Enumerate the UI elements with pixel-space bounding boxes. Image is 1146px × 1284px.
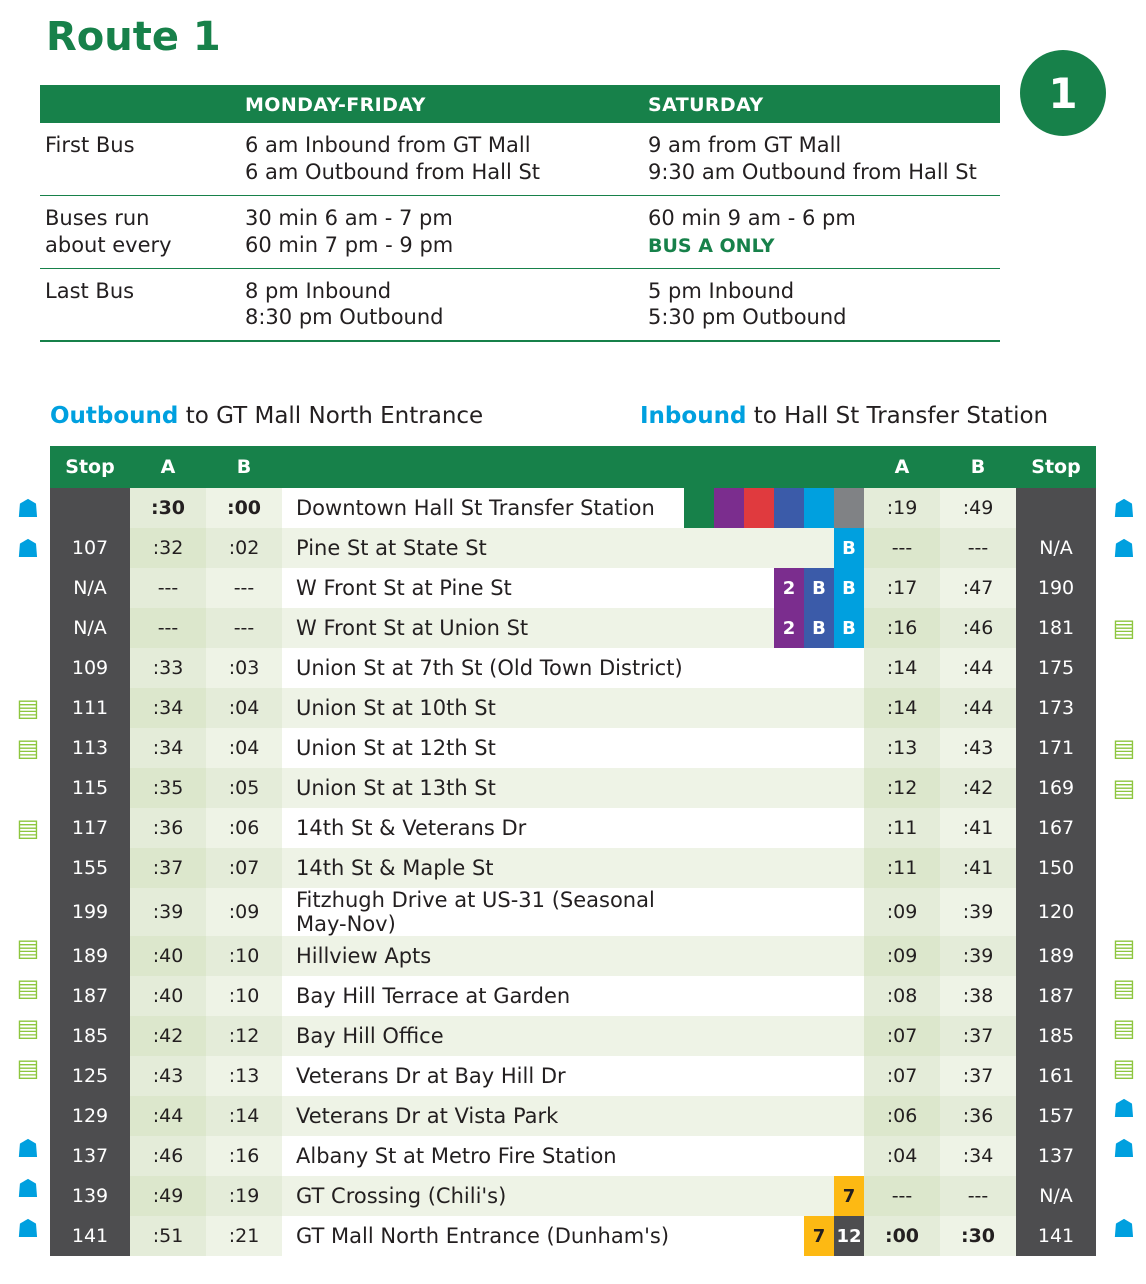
connection-chip: 7 [834, 1176, 864, 1216]
time-b-inbound: :43 [940, 728, 1016, 768]
stop-name: Bay Hill Office [282, 1016, 684, 1056]
connection-chip: 2 [774, 568, 804, 608]
amenity-cell [8, 688, 48, 728]
table-row [50, 728, 1096, 768]
stop-id-outbound: 125 [50, 1056, 130, 1096]
time-b-inbound: :39 [940, 888, 1016, 936]
connection-chips [684, 688, 864, 728]
time-b-outbound: --- [206, 568, 282, 608]
stop-id-inbound: 137 [1016, 1136, 1096, 1176]
outbound-direction-label [50, 403, 483, 429]
time-b-outbound: :03 [206, 648, 282, 688]
connection-chip: B [834, 608, 864, 648]
time-a-outbound: :37 [130, 848, 206, 888]
stop-id-inbound: 187 [1016, 976, 1096, 1016]
amenity-cell [8, 1048, 48, 1088]
connection-chips [684, 648, 864, 688]
connection-chips [684, 1056, 864, 1096]
connection-chips [684, 768, 864, 808]
header-stop-name [282, 446, 684, 488]
stop-name: Fitzhugh Drive at US-31 (Seasonal May-Nov) [282, 888, 684, 936]
connection-chip [774, 488, 804, 528]
amenity-cell [1104, 928, 1144, 968]
connection-chips [684, 808, 864, 848]
time-a-outbound: :46 [130, 1136, 206, 1176]
right-amenity-icons [1104, 446, 1144, 1248]
line2: 8:30 pm Outbound [245, 305, 444, 330]
stop-id-inbound: 169 [1016, 768, 1096, 808]
header-a-left: A [130, 446, 206, 488]
stop-name: Union St at 7th St (Old Town District) [282, 648, 684, 688]
amenity-cell [1104, 848, 1144, 888]
header-b-left: B [206, 446, 282, 488]
bus-a-only-note: BUS A ONLY [648, 234, 775, 257]
time-a-outbound: :40 [130, 936, 206, 976]
stop-id-outbound: 155 [50, 848, 130, 888]
time-a-inbound: :06 [864, 1096, 940, 1136]
time-a-inbound: :16 [864, 608, 940, 648]
time-b-outbound: :05 [206, 768, 282, 808]
stop-name: Hillview Apts [282, 936, 684, 976]
stop-id-outbound: 185 [50, 1016, 130, 1056]
amenity-cell [8, 528, 48, 568]
shelter-icon: ☗ [16, 1213, 40, 1243]
amenity-cell [1104, 568, 1144, 608]
bench-icon: ▤ [1112, 734, 1136, 762]
time-a-inbound: :11 [864, 848, 940, 888]
inbound-destination: to Hall St Transfer Station [746, 403, 1049, 429]
time-a-inbound: :00 [864, 1216, 940, 1256]
header-b-right: B [940, 446, 1016, 488]
amenity-cell [1104, 1128, 1144, 1168]
amenity-cell [1104, 1168, 1144, 1208]
stop-id-inbound [1016, 488, 1096, 528]
shelter-icon: ☗ [1112, 1093, 1136, 1123]
time-a-inbound: :19 [864, 488, 940, 528]
connection-chip: 12 [834, 1216, 864, 1256]
time-b-inbound: :41 [940, 808, 1016, 848]
table-row [50, 1016, 1096, 1056]
connection-chip: B [804, 608, 834, 648]
summary-header [40, 85, 1000, 123]
summary-header-saturday: SATURDAY [648, 94, 764, 116]
amenity-cell [8, 1168, 48, 1208]
time-b-outbound: :02 [206, 528, 282, 568]
connection-chip [744, 488, 774, 528]
connection-chips [684, 1096, 864, 1136]
time-a-inbound: :12 [864, 768, 940, 808]
stop-id-outbound: N/A [50, 568, 130, 608]
stop-name: Union St at 12th St [282, 728, 684, 768]
line2: 60 min 7 pm - 9 pm [245, 232, 454, 257]
time-a-outbound: :36 [130, 808, 206, 848]
line1: 9 am from GT Mall [648, 133, 842, 157]
time-b-inbound: :44 [940, 688, 1016, 728]
summary-saturday-value [648, 205, 856, 259]
time-a-outbound: :34 [130, 688, 206, 728]
stop-name: Pine St at State St [282, 528, 684, 568]
shelter-icon: ☗ [1112, 493, 1136, 523]
time-a-outbound: --- [130, 568, 206, 608]
stop-id-inbound: 171 [1016, 728, 1096, 768]
time-b-outbound: :19 [206, 1176, 282, 1216]
time-a-outbound: :51 [130, 1216, 206, 1256]
time-a-outbound: :49 [130, 1176, 206, 1216]
bench-icon: ▤ [16, 1014, 40, 1042]
shelter-icon: ☗ [1112, 533, 1136, 563]
connection-chip: 2 [774, 608, 804, 648]
table-row [50, 568, 1096, 608]
connection-chip: B [834, 568, 864, 608]
shelter-icon: ☗ [16, 1173, 40, 1203]
stop-name: Veterans Dr at Bay Hill Dr [282, 1056, 684, 1096]
summary-row-last-bus [40, 269, 1000, 343]
time-a-outbound: :34 [130, 728, 206, 768]
connection-chips [684, 848, 864, 888]
header-a-right: A [864, 446, 940, 488]
stop-id-outbound: 189 [50, 936, 130, 976]
bench-icon: ▤ [16, 734, 40, 762]
time-a-inbound: :11 [864, 808, 940, 848]
line2: 9:30 am Outbound from Hall St [648, 159, 977, 184]
time-b-inbound: :41 [940, 848, 1016, 888]
time-b-outbound: :06 [206, 808, 282, 848]
stop-name: Veterans Dr at Vista Park [282, 1096, 684, 1136]
service-summary-table [40, 85, 1000, 342]
header-connections [684, 446, 864, 488]
amenity-cell [1104, 1208, 1144, 1248]
table-row [50, 528, 1096, 568]
connection-chips [684, 936, 864, 976]
time-a-inbound: :09 [864, 888, 940, 936]
stop-id-inbound: 150 [1016, 848, 1096, 888]
summary-row-frequency [40, 196, 1000, 269]
time-b-inbound: --- [940, 528, 1016, 568]
bench-icon: ▤ [1112, 1014, 1136, 1042]
table-row [50, 936, 1096, 976]
amenity-cell [1104, 488, 1144, 528]
summary-label: Last Bus [45, 278, 135, 303]
stop-name: Union St at 10th St [282, 688, 684, 728]
table-row [50, 1216, 1096, 1256]
summary-label: First Bus [45, 133, 135, 157]
stop-id-inbound: 120 [1016, 888, 1096, 936]
stop-name: Union St at 13th St [282, 768, 684, 808]
stop-id-outbound: 199 [50, 888, 130, 936]
time-b-outbound: :21 [206, 1216, 282, 1256]
summary-weekday-value [245, 278, 444, 332]
stop-name: Bay Hill Terrace at Garden [282, 976, 684, 1016]
stop-id-outbound: 113 [50, 728, 130, 768]
line1: 6 am Inbound from GT Mall [245, 133, 531, 157]
stop-id-outbound: 187 [50, 976, 130, 1016]
amenity-cell [8, 1008, 48, 1048]
time-a-outbound: :32 [130, 528, 206, 568]
amenity-cell [1104, 968, 1144, 1008]
amenity-cell [8, 648, 48, 688]
time-b-inbound: :37 [940, 1016, 1016, 1056]
table-row [50, 648, 1096, 688]
amenity-cell [1104, 648, 1144, 688]
time-b-outbound: :00 [206, 488, 282, 528]
table-row [50, 1176, 1096, 1216]
connection-chips [684, 888, 864, 936]
amenity-cell [1104, 768, 1144, 808]
shelter-icon: ☗ [1112, 1133, 1136, 1163]
stop-id-inbound: 167 [1016, 808, 1096, 848]
summary-weekday-value [245, 205, 453, 259]
amenity-cell [1104, 1008, 1144, 1048]
connection-chips [684, 608, 864, 648]
connection-chip: B [804, 568, 834, 608]
summary-weekday-value [245, 132, 540, 186]
amenity-cell [8, 568, 48, 608]
time-b-outbound: :09 [206, 888, 282, 936]
connection-chips [684, 1136, 864, 1176]
stop-id-inbound: 157 [1016, 1096, 1096, 1136]
left-amenity-icons [8, 446, 48, 1248]
stop-id-outbound: 111 [50, 688, 130, 728]
time-a-outbound: :43 [130, 1056, 206, 1096]
time-b-inbound: :36 [940, 1096, 1016, 1136]
amenity-cell [8, 1128, 48, 1168]
bench-icon: ▤ [1112, 614, 1136, 642]
route-number-badge: 1 [1020, 50, 1106, 136]
connection-chip [804, 488, 834, 528]
connection-chip [684, 488, 714, 528]
stop-name: GT Crossing (Chili's) [282, 1176, 684, 1216]
bench-icon: ▤ [16, 1054, 40, 1082]
shelter-icon: ☗ [1112, 1213, 1136, 1243]
stop-name: W Front St at Union St [282, 608, 684, 648]
outbound-keyword: Outbound [50, 403, 179, 429]
line1: 8 pm Inbound [245, 278, 392, 303]
summary-row-first-bus [40, 123, 1000, 196]
table-row [50, 1056, 1096, 1096]
stop-id-outbound: 107 [50, 528, 130, 568]
time-a-outbound: :42 [130, 1016, 206, 1056]
stop-id-outbound: 117 [50, 808, 130, 848]
stop-name: Albany St at Metro Fire Station [282, 1136, 684, 1176]
time-a-inbound: :09 [864, 936, 940, 976]
bench-icon: ▤ [16, 694, 40, 722]
time-b-inbound: :46 [940, 608, 1016, 648]
bench-icon: ▤ [1112, 774, 1136, 802]
time-b-outbound: :04 [206, 728, 282, 768]
time-a-outbound: :44 [130, 1096, 206, 1136]
stop-id-inbound: 141 [1016, 1216, 1096, 1256]
amenity-cell [1104, 808, 1144, 848]
time-b-inbound: :42 [940, 768, 1016, 808]
amenity-cell [8, 808, 48, 848]
time-a-outbound: :30 [130, 488, 206, 528]
time-a-inbound: :17 [864, 568, 940, 608]
time-a-outbound: :33 [130, 648, 206, 688]
connection-chips [684, 488, 864, 528]
stop-id-inbound: 189 [1016, 936, 1096, 976]
time-b-inbound: :39 [940, 936, 1016, 976]
time-b-inbound: :37 [940, 1056, 1016, 1096]
inbound-direction-label [640, 403, 1048, 429]
stop-id-inbound: 175 [1016, 648, 1096, 688]
stop-id-outbound: 137 [50, 1136, 130, 1176]
time-a-inbound: --- [864, 528, 940, 568]
time-a-outbound: :40 [130, 976, 206, 1016]
time-b-outbound: --- [206, 608, 282, 648]
table-row [50, 808, 1096, 848]
schedule-header-row [50, 446, 1096, 488]
amenity-cell [8, 768, 48, 808]
stop-id-inbound: N/A [1016, 528, 1096, 568]
stop-id-inbound: 173 [1016, 688, 1096, 728]
amenity-cell [1104, 1048, 1144, 1088]
table-row [50, 768, 1096, 808]
line1: 60 min 9 am - 6 pm [648, 205, 856, 230]
amenity-cell [8, 888, 48, 928]
table-row [50, 1136, 1096, 1176]
stop-name: 14th St & Veterans Dr [282, 808, 684, 848]
amenity-cell [1104, 728, 1144, 768]
stop-id-inbound: 190 [1016, 568, 1096, 608]
connection-chips [684, 728, 864, 768]
connection-chips [684, 1016, 864, 1056]
schedule-table [50, 446, 1096, 1256]
shelter-icon: ☗ [16, 493, 40, 523]
stop-id-inbound: 185 [1016, 1016, 1096, 1056]
time-b-outbound: :16 [206, 1136, 282, 1176]
shelter-icon: ☗ [16, 533, 40, 563]
time-a-inbound: :07 [864, 1016, 940, 1056]
connection-chips [684, 568, 864, 608]
summary-header-weekday: MONDAY-FRIDAY [245, 94, 426, 116]
time-a-inbound: :14 [864, 688, 940, 728]
time-b-inbound: --- [940, 1176, 1016, 1216]
amenity-cell [8, 1088, 48, 1128]
bench-icon: ▤ [16, 934, 40, 962]
time-a-inbound: :04 [864, 1136, 940, 1176]
stop-id-outbound: 115 [50, 768, 130, 808]
time-b-outbound: :12 [206, 1016, 282, 1056]
stop-id-inbound: 161 [1016, 1056, 1096, 1096]
stop-id-outbound: N/A [50, 608, 130, 648]
time-a-inbound: :13 [864, 728, 940, 768]
line2: 5:30 pm Outbound [648, 305, 847, 330]
amenity-cell [1104, 688, 1144, 728]
time-a-inbound: :07 [864, 1056, 940, 1096]
line1: 5 pm Inbound [648, 278, 795, 303]
icon-spacer [1104, 446, 1144, 488]
line1: 30 min 6 am - 7 pm [245, 205, 453, 230]
inbound-keyword: Inbound [640, 403, 747, 429]
connection-chips [684, 1176, 864, 1216]
table-row [50, 488, 1096, 528]
stop-id-outbound: 139 [50, 1176, 130, 1216]
stop-name: 14th St & Maple St [282, 848, 684, 888]
time-b-inbound: :47 [940, 568, 1016, 608]
time-b-outbound: :07 [206, 848, 282, 888]
stop-name: GT Mall North Entrance (Dunham's) [282, 1216, 684, 1256]
stop-name: Downtown Hall St Transfer Station [282, 488, 684, 528]
amenity-cell [8, 608, 48, 648]
connection-chips [684, 976, 864, 1016]
bench-icon: ▤ [1112, 1054, 1136, 1082]
header-stop-left: Stop [50, 446, 130, 488]
time-b-outbound: :14 [206, 1096, 282, 1136]
time-b-inbound: :44 [940, 648, 1016, 688]
stop-id-inbound: N/A [1016, 1176, 1096, 1216]
table-row [50, 688, 1096, 728]
bench-icon: ▤ [16, 814, 40, 842]
table-row [50, 608, 1096, 648]
time-a-outbound: :35 [130, 768, 206, 808]
amenity-cell [8, 848, 48, 888]
amenity-cell [8, 488, 48, 528]
page-title: Route 1 [46, 14, 221, 60]
line2: 6 am Outbound from Hall St [245, 159, 541, 184]
table-row [50, 888, 1096, 936]
stop-id-outbound: 129 [50, 1096, 130, 1136]
time-b-inbound: :38 [940, 976, 1016, 1016]
connection-chip [834, 488, 864, 528]
summary-saturday-value [648, 132, 977, 186]
table-row [50, 976, 1096, 1016]
outbound-destination: to GT Mall North Entrance [178, 403, 484, 429]
time-a-inbound: --- [864, 1176, 940, 1216]
connection-chip: B [834, 528, 864, 568]
table-row [50, 848, 1096, 888]
header-stop-right: Stop [1016, 446, 1096, 488]
time-b-outbound: :04 [206, 688, 282, 728]
stop-name: W Front St at Pine St [282, 568, 684, 608]
bench-icon: ▤ [1112, 974, 1136, 1002]
connection-chips [684, 1216, 864, 1256]
time-b-inbound: :30 [940, 1216, 1016, 1256]
bench-icon: ▤ [1112, 934, 1136, 962]
connection-chips [684, 528, 864, 568]
amenity-cell [8, 928, 48, 968]
stop-id-outbound: 141 [50, 1216, 130, 1256]
time-a-outbound: :39 [130, 888, 206, 936]
connection-chip [714, 488, 744, 528]
icon-spacer [8, 446, 48, 488]
stop-id-outbound: 109 [50, 648, 130, 688]
time-b-outbound: :10 [206, 976, 282, 1016]
time-b-inbound: :34 [940, 1136, 1016, 1176]
shelter-icon: ☗ [16, 1133, 40, 1163]
stop-id-outbound [50, 488, 130, 528]
time-a-inbound: :08 [864, 976, 940, 1016]
connection-chip: 7 [804, 1216, 834, 1256]
bench-icon: ▤ [16, 974, 40, 1002]
time-a-inbound: :14 [864, 648, 940, 688]
table-row [50, 1096, 1096, 1136]
summary-saturday-value [648, 278, 847, 332]
time-a-outbound: --- [130, 608, 206, 648]
amenity-cell [1104, 608, 1144, 648]
summary-label: Buses run about every [45, 205, 172, 257]
time-b-inbound: :49 [940, 488, 1016, 528]
time-b-outbound: :10 [206, 936, 282, 976]
amenity-cell [8, 728, 48, 768]
stop-id-inbound: 181 [1016, 608, 1096, 648]
amenity-cell [1104, 888, 1144, 928]
amenity-cell [1104, 1088, 1144, 1128]
time-b-outbound: :13 [206, 1056, 282, 1096]
amenity-cell [1104, 528, 1144, 568]
amenity-cell [8, 968, 48, 1008]
amenity-cell [8, 1208, 48, 1248]
